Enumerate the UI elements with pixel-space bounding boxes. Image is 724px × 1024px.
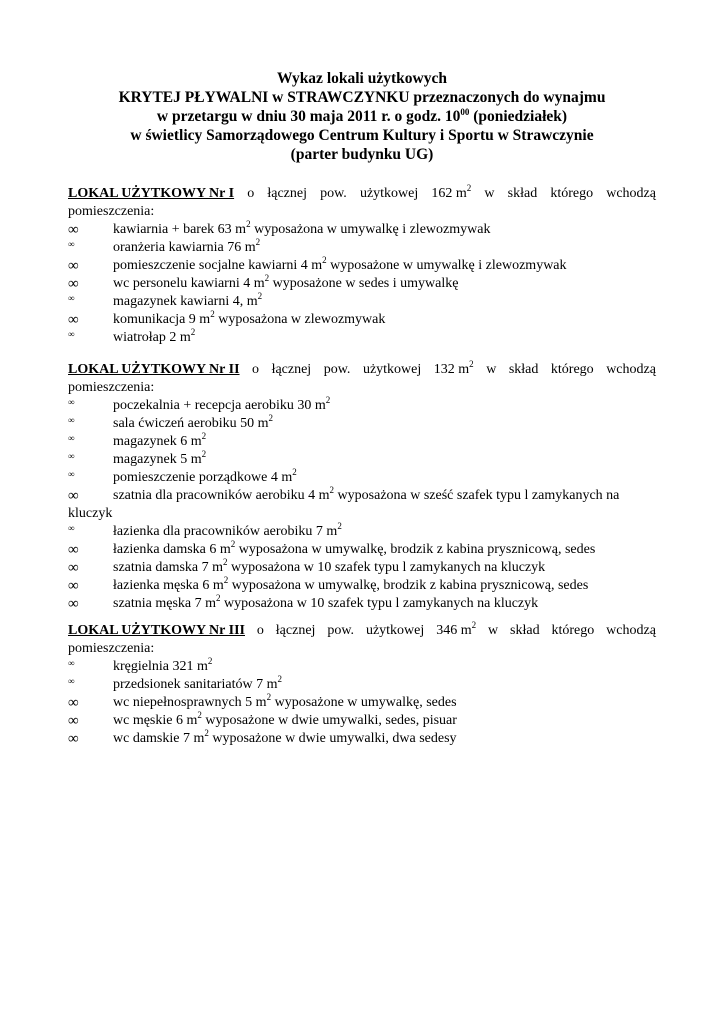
item-text-rest: wyposażona w umywalkę, brodzik z kabina prysznicową, sedes	[235, 542, 596, 557]
item-sup: 2	[264, 273, 270, 283]
item-text: przedsionek sanitariatów 7 m	[113, 677, 278, 692]
title-line-5: (parter budynku UG)	[290, 146, 434, 163]
heading-word: łącznej	[275, 623, 316, 638]
title-line-3-b: (poniedziałek)	[469, 108, 568, 125]
heading-word: którego	[550, 362, 594, 377]
section-lokal-2	[68, 361, 656, 613]
heading-word: którego	[551, 623, 595, 638]
section-area	[434, 361, 474, 379]
item-text: szatnia męska 7 m	[113, 596, 217, 611]
title-hour-sup: 00	[460, 107, 470, 117]
item-text: sala ćwiczeń aerobiku 50 m	[113, 416, 269, 431]
section-lokal-3	[68, 622, 656, 748]
item-text: kręgielnia 321 m	[113, 659, 208, 674]
heading-word: skład	[510, 623, 540, 638]
item-text: łazienka damska 6 m	[113, 542, 231, 557]
heading-word: w	[486, 362, 497, 377]
item-text: szatnia damska 7 m	[113, 560, 224, 575]
item-text-rest: wyposażona w sześć szafek typu l zamykanych na kluczyk	[68, 488, 620, 521]
item-text-rest: wyposażone w umywalkę, sedes	[271, 695, 457, 710]
infinity-bullet-icon: ∞	[68, 312, 79, 328]
list-item	[68, 469, 656, 487]
item-text-rest: wyposażone w umywalkę i zlewozmywak	[326, 258, 567, 273]
document-title	[40, 69, 684, 164]
item-text: szatnia dla pracowników aerobiku 4 m	[113, 488, 330, 503]
list-item	[68, 221, 656, 239]
infinity-bullet-icon: ∞	[68, 397, 75, 407]
area-value: 346 m	[436, 623, 472, 638]
infinity-bullet-icon: ∞	[68, 239, 75, 249]
infinity-bullet-icon: ∞	[68, 523, 75, 533]
section-lokal-1	[68, 185, 656, 347]
item-text: poczekalnia + recepcja aerobiku 30 m	[113, 398, 326, 413]
list-item	[68, 257, 656, 275]
section-heading-line	[68, 185, 656, 203]
list-item	[68, 329, 656, 347]
area-value: 162 m	[431, 186, 467, 201]
item-sup: 2	[197, 710, 202, 720]
item-list	[68, 397, 656, 613]
section-heading: LOKAL UŻYTKOWY Nr I	[68, 186, 235, 201]
infinity-bullet-icon: ∞	[68, 433, 75, 443]
item-text: pomieszczenie porządkowe 4 m	[113, 470, 293, 485]
list-item	[68, 293, 656, 311]
list-item	[68, 275, 656, 293]
section-area	[431, 185, 471, 203]
item-text: magazynek 5 m	[113, 452, 202, 467]
item-text: oranżeria kawiarnia 76 m	[113, 240, 256, 255]
item-sup: 2	[329, 485, 335, 495]
infinity-bullet-icon: ∞	[68, 415, 75, 425]
infinity-bullet-icon: ∞	[68, 676, 75, 686]
section-subline: pomieszczenia:	[68, 380, 155, 395]
item-sup: 2	[322, 255, 327, 265]
item-sup: 2	[223, 557, 228, 567]
heading-word: skład	[508, 362, 539, 377]
item-text: pomieszczenie socjalne kawiarni 4 m	[113, 258, 323, 273]
infinity-bullet-icon: ∞	[68, 658, 75, 668]
title-line-1: Wykaz lokali użytkowych	[277, 70, 447, 87]
list-item	[68, 694, 656, 712]
item-text: magazynek 6 m	[113, 434, 202, 449]
item-list	[68, 221, 656, 347]
item-sup: 2	[255, 237, 261, 247]
item-text-rest: wyposażone w dwie umywalki, dwa sedesy	[208, 731, 457, 746]
infinity-bullet-icon: ∞	[68, 731, 79, 747]
item-text-rest: wyposażone w dwie umywalki, sedes, pisuar	[201, 713, 457, 728]
area-sup: 2	[469, 359, 474, 369]
section-area	[436, 622, 476, 640]
list-item	[68, 523, 656, 541]
item-sup: 2	[204, 728, 209, 738]
list-item	[68, 559, 656, 577]
infinity-bullet-icon: ∞	[68, 713, 79, 729]
item-text: wc męskie 6 m	[113, 713, 198, 728]
heading-word: łącznej	[271, 362, 312, 377]
item-sup: 2	[268, 413, 273, 423]
item-sup: 2	[201, 449, 207, 459]
section-heading-line	[68, 622, 656, 640]
item-sup: 2	[266, 692, 272, 702]
item-text: wc damskie 7 m	[113, 731, 205, 746]
item-sup: 2	[223, 575, 229, 585]
item-sup: 2	[207, 656, 213, 666]
infinity-bullet-icon: ∞	[68, 258, 79, 274]
section-subline: pomieszczenia:	[68, 204, 155, 219]
heading-word: użytkowej	[365, 623, 425, 638]
infinity-bullet-icon: ∞	[68, 542, 79, 558]
list-item	[68, 451, 656, 469]
item-sup: 2	[257, 291, 263, 301]
heading-word: użytkowej	[359, 186, 419, 201]
item-sup: 2	[190, 327, 196, 337]
infinity-bullet-icon: ∞	[68, 560, 79, 576]
item-sup: 2	[210, 309, 215, 319]
item-text-rest: wyposażona w umywalkę, brodzik z kabina prysznicową, sedes	[228, 578, 589, 593]
item-text-rest: wyposażone w sedes i umywalkę	[269, 276, 459, 291]
heading-word: pow.	[320, 186, 347, 201]
infinity-bullet-icon: ∞	[68, 329, 75, 339]
area-sup: 2	[471, 620, 477, 630]
heading-word: w	[484, 186, 495, 201]
item-text: wc niepełnosprawnych 5 m	[113, 695, 267, 710]
item-text-rest: wyposażona w umywalkę i zlewozmywak	[250, 222, 491, 237]
list-item	[68, 676, 656, 694]
heading-word: o	[252, 362, 260, 377]
area-sup: 2	[466, 183, 472, 193]
item-text: kawiarnia + barek 63 m	[113, 222, 247, 237]
infinity-bullet-icon: ∞	[68, 488, 79, 504]
infinity-bullet-icon: ∞	[68, 451, 75, 461]
section-heading-line	[68, 361, 656, 379]
item-text: magazynek kawiarni 4, m	[113, 294, 258, 309]
heading-word: o	[247, 186, 255, 201]
item-sup: 2	[216, 593, 221, 603]
title-line-4: w świetlicy Samorządowego Centrum Kultury i Sportu w Strawczynie	[130, 127, 594, 144]
item-sup: 2	[246, 219, 251, 229]
infinity-bullet-icon: ∞	[68, 596, 79, 612]
item-text: łazienka dla pracowników aerobiku 7 m	[113, 524, 338, 539]
item-sup: 2	[201, 431, 207, 441]
list-item	[68, 311, 656, 329]
heading-word: w	[487, 623, 499, 638]
area-value: 132 m	[433, 362, 470, 377]
list-item	[68, 433, 656, 451]
item-sup: 2	[292, 467, 297, 477]
item-text-rest: wyposażona w zlewozmywak	[214, 312, 386, 327]
title-line-2: KRYTEJ PŁYWALNI w STRAWCZYNKU przeznaczonych do wynajmu	[118, 89, 606, 106]
heading-word: pow.	[323, 362, 351, 377]
list-item	[68, 595, 656, 613]
section-heading: LOKAL UŻYTKOWY Nr III	[68, 623, 245, 638]
item-list	[68, 658, 656, 748]
heading-word: którego	[550, 186, 594, 201]
infinity-bullet-icon: ∞	[68, 276, 79, 292]
list-item	[68, 415, 656, 433]
list-item	[68, 397, 656, 415]
item-text: wc personelu kawiarni 4 m	[113, 276, 265, 291]
list-item	[68, 541, 656, 559]
list-item	[68, 712, 656, 730]
item-text: wiatrołap 2 m	[113, 330, 191, 345]
heading-word: użytkowej	[362, 362, 422, 377]
heading-word: łącznej	[267, 186, 307, 201]
list-item	[68, 658, 656, 676]
infinity-bullet-icon: ∞	[68, 469, 75, 479]
title-line-3	[40, 107, 684, 126]
infinity-bullet-icon: ∞	[68, 578, 79, 594]
heading-word: o	[256, 623, 264, 638]
section-subline: pomieszczenia:	[68, 641, 155, 656]
list-item	[68, 730, 656, 748]
heading-word: wchodzą	[606, 623, 656, 638]
heading-word: wchodzą	[606, 362, 656, 377]
list-item	[68, 577, 656, 595]
infinity-bullet-icon: ∞	[68, 293, 75, 303]
infinity-bullet-icon: ∞	[68, 695, 79, 711]
list-item	[68, 487, 656, 523]
item-text-rest: wyposażona w 10 szafek typu l zamykanych na kluczyk	[220, 596, 539, 611]
item-sup: 2	[337, 521, 342, 531]
heading-word: skład	[507, 186, 538, 201]
item-sup: 2	[325, 395, 331, 405]
title-line-3-a: w przetargu w dniu 30 maja 2011 r. o godz. 10	[156, 108, 461, 125]
item-text: łazienka męska 6 m	[113, 578, 224, 593]
heading-word: pow.	[327, 623, 355, 638]
item-sup: 2	[230, 539, 236, 549]
item-text: komunikacja 9 m	[113, 312, 211, 327]
section-heading: LOKAL UŻYTKOWY Nr II	[68, 362, 240, 377]
heading-word: wchodzą	[606, 186, 656, 201]
list-item	[68, 239, 656, 257]
item-text-rest: wyposażona w 10 szafek typu l zamykanych na kluczyk	[227, 560, 546, 575]
infinity-bullet-icon: ∞	[68, 222, 79, 238]
item-sup: 2	[277, 674, 282, 684]
